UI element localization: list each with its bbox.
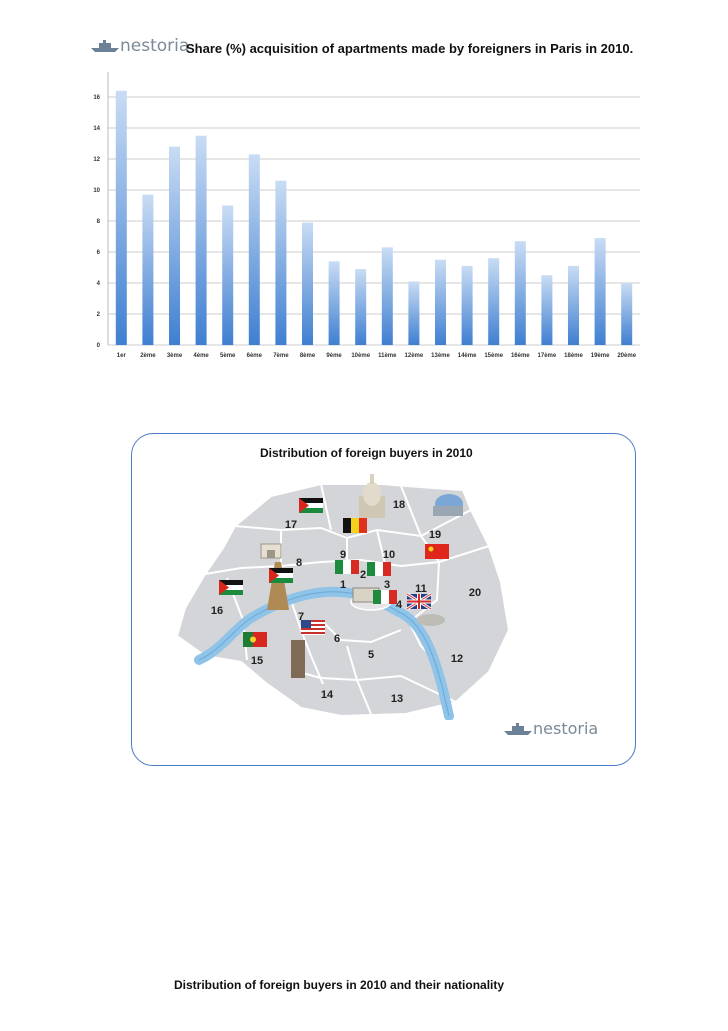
arrondissement-number: 3 <box>383 579 391 591</box>
map-logo-text: nestoria <box>533 719 599 738</box>
bar-15 <box>488 258 499 345</box>
y-tick-label: 10 <box>93 188 100 194</box>
arrondissement-number: 12 <box>450 653 464 665</box>
bar-18 <box>568 266 579 345</box>
arrondissement-number: 13 <box>390 693 404 705</box>
x-tick-label: 10ème <box>351 353 371 359</box>
y-tick-label: 4 <box>96 281 100 287</box>
bar-9 <box>329 261 340 345</box>
bar-17 <box>541 275 552 345</box>
arrondissement-number: 4 <box>395 599 403 611</box>
x-tick-label: 7ème <box>273 353 289 359</box>
x-tick-labels <box>117 353 637 359</box>
jordan-flag-icon-17 <box>299 498 323 513</box>
arrondissement-number: 10 <box>382 549 396 561</box>
bar-12 <box>408 281 419 345</box>
y-tick-label: 12 <box>93 157 100 163</box>
x-tick-label: 14ème <box>457 353 477 359</box>
italy-flag-icon-3 <box>373 590 397 604</box>
arrondissement-number: 6 <box>333 633 341 645</box>
map-nestoria-logo <box>503 719 598 738</box>
italy-flag-icon-9 <box>335 560 359 574</box>
x-tick-label: 17ème <box>537 353 557 359</box>
arrondissement-number: 1 <box>339 579 347 591</box>
arrondissement-number: 8 <box>295 557 303 569</box>
y-tick-label: 0 <box>96 343 100 349</box>
opera-bastille-icon <box>417 614 445 626</box>
x-tick-label: 12ème <box>404 353 424 359</box>
arrondissement-number: 14 <box>320 689 334 701</box>
x-tick-label: 18ème <box>564 353 583 359</box>
arrondissement-number: 17 <box>284 519 298 531</box>
x-tick-label: 16ème <box>510 353 530 359</box>
arrondissement-number: 19 <box>428 529 442 541</box>
bar-19 <box>595 238 606 345</box>
y-tick-label: 6 <box>96 250 100 256</box>
jordan-flag-icon-16 <box>219 580 243 595</box>
arrondissement-number: 7 <box>297 611 305 623</box>
chart-title: Share (%) acquisition of apartments made by foreigners in Paris in 2010. <box>186 41 634 56</box>
jordan-flag-icon-8 <box>269 568 293 583</box>
arrondissement-number: 20 <box>468 587 482 599</box>
nestoria-boat-icon <box>90 39 120 53</box>
arrondissement-number: 11 <box>415 583 427 595</box>
uk-flag-icon <box>407 594 431 609</box>
bar-6 <box>249 154 260 345</box>
arrondissement-number: 18 <box>392 499 406 511</box>
bar-2 <box>142 195 153 345</box>
x-tick-label: 2ème <box>140 353 156 359</box>
paris-map <box>171 470 516 720</box>
map-title: Distribution of foreign buyers in 2010 <box>260 446 473 460</box>
grid-lines <box>108 97 640 345</box>
arrondissement-number: 5 <box>367 649 375 661</box>
x-tick-label: 5ème <box>220 353 236 359</box>
bar-16 <box>515 241 526 345</box>
arc-de-triomphe-icon <box>261 544 281 558</box>
belgium-flag-icon <box>343 518 367 533</box>
arrondissement-number: 15 <box>250 655 264 667</box>
footer-caption: Distribution of foreign buyers in 2010 and their nationality <box>174 978 505 992</box>
bar-5 <box>222 206 233 346</box>
x-tick-label: 20ème <box>617 353 637 359</box>
bar-7 <box>275 181 286 345</box>
arrondissement-number: 2 <box>359 569 367 581</box>
x-tick-label: 4ème <box>193 353 209 359</box>
arrondissement-number: 16 <box>210 605 224 617</box>
x-tick-label: 8ème <box>299 353 316 359</box>
italy-flag-icon-10 <box>367 562 391 576</box>
y-tick-label: 2 <box>96 312 100 318</box>
portugal-flag-icon <box>243 632 267 647</box>
bar-1 <box>116 91 127 345</box>
nestoria-logo <box>90 36 189 56</box>
china-flag-icon <box>425 544 449 559</box>
x-tick-label: 3ème <box>166 353 183 359</box>
x-tick-label: 13ème <box>431 353 450 359</box>
bars <box>116 91 632 345</box>
bar-13 <box>435 260 446 345</box>
x-tick-label: 19ème <box>590 353 610 359</box>
logo-text: nestoria <box>120 36 190 56</box>
y-tick-label: 16 <box>93 95 100 101</box>
x-tick-label: 11ème <box>378 353 397 359</box>
bar-chart <box>88 66 648 366</box>
usa-flag-icon <box>301 620 325 635</box>
y-tick-label: 14 <box>93 126 100 132</box>
x-tick-label: 15ème <box>484 353 504 359</box>
y-tick-label: 8 <box>96 219 100 225</box>
bar-20 <box>621 283 632 345</box>
x-tick-label: 6ème <box>246 353 262 359</box>
montparnasse-tower-icon <box>291 640 305 678</box>
x-tick-label: 1er <box>116 353 126 359</box>
bar-8 <box>302 223 313 345</box>
sacre-coeur-icon <box>359 474 385 518</box>
arrondissement-number: 9 <box>339 549 347 561</box>
y-tick-labels <box>93 95 100 349</box>
bar-10 <box>355 269 366 345</box>
bar-11 <box>382 247 393 345</box>
x-tick-label: 9ème <box>326 353 342 359</box>
bar-14 <box>462 266 473 345</box>
bar-3 <box>169 147 180 345</box>
bar-4 <box>196 136 207 345</box>
map-nestoria-boat-icon <box>503 722 533 736</box>
